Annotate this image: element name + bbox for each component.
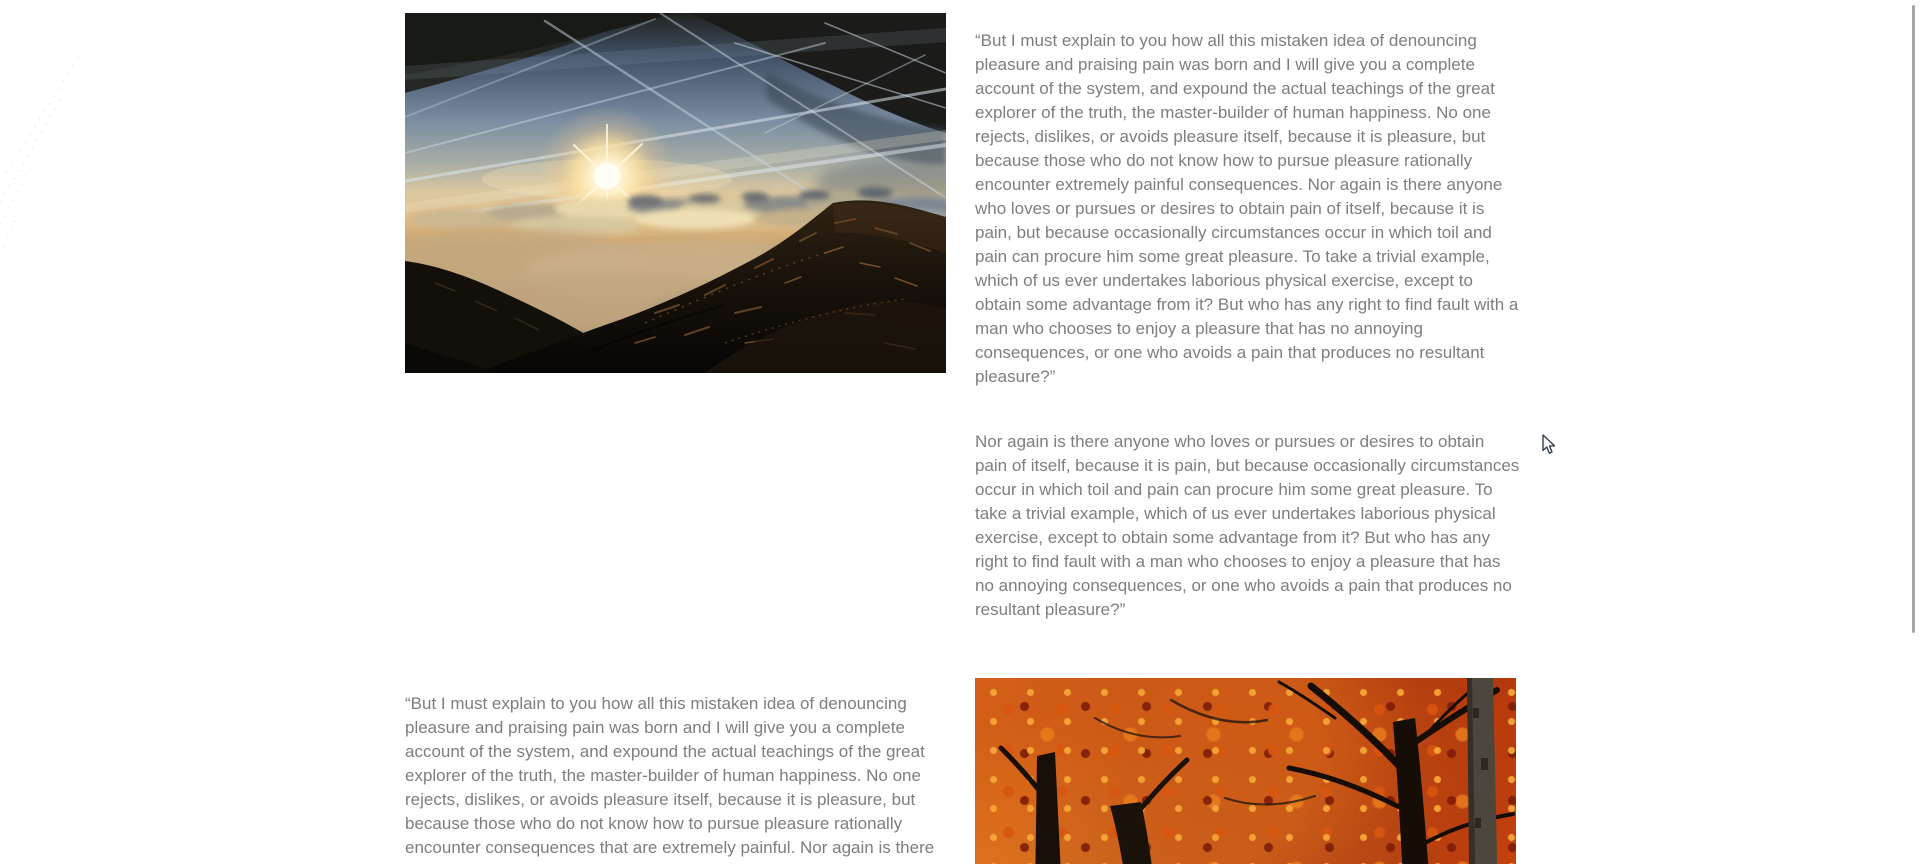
paragraph-row2-text: Nor again is there anyone who loves or pursues or desires to obtain pain of itself, because it is pain, but because occasionally circumstances occur in which toil and pain can procure him some great pleasure. To take a trivial example, which of us ever undertakes laborious physical exercise, except to obtain some advantage from it? But who has any right to find fault with a man who chooses to enjoy a pleasure that has no annoying consequences, or one who avoids a pain that produces no resultant pleasure?” <box>975 432 1520 619</box>
paragraph-row3 <box>405 692 950 860</box>
paragraph-row1-text: “But I must explain to you how all this mistaken idea of denouncing pleasure and praising pain was born and I will give you a complete account of the system, and expound the actual teachings of the great explorer of the truth, the master-builder of human happiness. No one rejects, dislikes, or avoids pleasure itself, because it is pleasure, but because those who do not know how to pursue pleasure rationally encounter extremely painful consequences. Nor again is there anyone who loves or pursues or desires to obtain pain of itself, because it is pain, but because occasionally circumstances occur in which toil and pain can procure him some great pleasure. To take a trivial example, which of us ever undertakes laborious physical exercise, except to obtain some advantage from it? But who has any right to find fault with a man who chooses to enjoy a pleasure that has no annoying consequences, or one who avoids a pain that produces no resultant pleasure?” <box>975 31 1519 386</box>
paragraph-row1 <box>975 29 1520 389</box>
autumn-tree-trunks <box>975 678 1516 864</box>
mouse-cursor <box>1541 434 1558 456</box>
corner-speckle-decoration <box>0 55 90 265</box>
autumn-forest-photo <box>975 678 1516 864</box>
scrollbar-thumb[interactable] <box>1912 5 1915 633</box>
paragraph-row3-text: “But I must explain to you how all this mistaken idea of denouncing pleasure and praising pain was born and I will give you a complete account of the system, and expound the actual teachings of the great explorer of the truth, the master-builder of human happiness. No one rejects, dislikes, or avoids pleasure itself, because it is pleasure, but because those who do not know how to pursue pleasure rationally encounter consequences that are extremely painful. Nor again is there <box>405 694 935 857</box>
paragraph-row2 <box>975 430 1520 622</box>
mountain-sunset-photo <box>405 13 946 373</box>
